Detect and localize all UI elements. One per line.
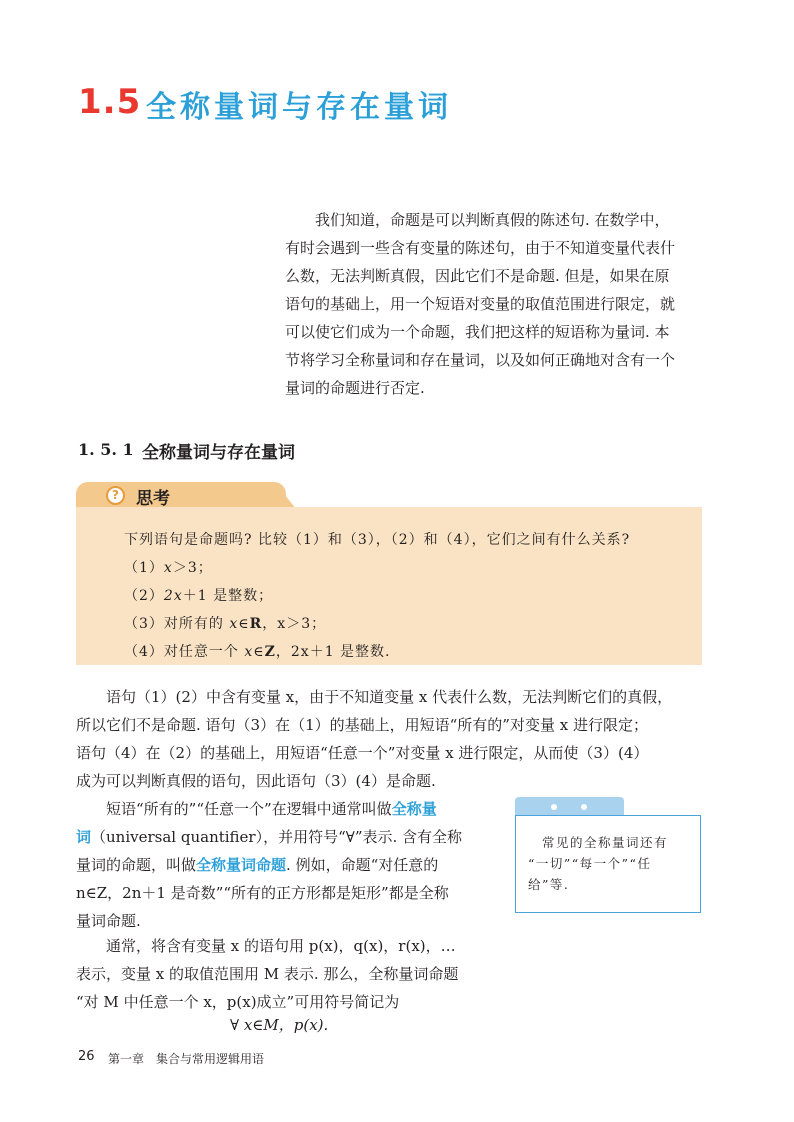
keyword-universal-quantifier: 全称量: [391, 800, 437, 818]
think-item-3: （3）对所有的 x∈R，x＞3；: [124, 616, 327, 632]
paragraph-notation: [76, 932, 501, 1016]
note-dot: [551, 804, 557, 810]
question-icon: ?: [106, 486, 125, 505]
section-title: 全称量词与存在量词: [146, 90, 452, 125]
intro-line: 节将学习全称量词和存在量词，以及如何正确地对含有一个: [285, 351, 676, 369]
text-line: 通常，将含有变量 x 的语句用 p(x)，q(x)，r(x)，…: [76, 937, 456, 955]
text-line: 量词的命题，叫做全称量词命题. 例如，命题“对任意的: [76, 856, 439, 874]
text-line: 量词命题.: [76, 912, 141, 930]
note-text: [528, 832, 692, 895]
intro-line: 语句的基础上，用一个短语对变量的取值范围进行限定，就: [285, 295, 676, 313]
intro-line: 量词的命题进行否定.: [285, 379, 425, 397]
think-title: 思考: [136, 489, 170, 509]
intro-line: 我们知道，命题是可以判断真假的陈述句. 在数学中，: [285, 211, 670, 229]
text-line: 短语“所有的”“任意一个”在逻辑中通常叫做全称量: [76, 800, 437, 818]
subsection-title: 全称量词与存在量词: [142, 443, 295, 463]
intro-line: 有时会遇到一些含有变量的陈述句，由于不知道变量代表什: [285, 239, 676, 257]
text-line: 所以它们不是命题. 语句（3）在（1）的基础上，用短语“所有的”对变量 x 进行限定；: [76, 716, 648, 734]
subsection-number: 1. 5. 1: [78, 440, 134, 459]
text-line: 成为可以判断真假的语句，因此语句（3）(4）是命题.: [76, 772, 436, 790]
note-line: 常见的全称量词还有: [528, 835, 669, 850]
text-line: 表示，变量 x 的取值范围用 M 表示. 那么，全称量词命题: [76, 965, 459, 983]
think-content: [124, 526, 630, 666]
think-question: 下列语句是命题吗? 比较（1）和（3），（2）和（4），它们之间有什么关系?: [124, 532, 631, 548]
note-line: 给”等.: [528, 877, 570, 892]
section-number: 1.5: [78, 82, 142, 122]
chapter-label: 第一章 集合与常用逻辑用语: [108, 1052, 265, 1066]
text-line: 语句（4）在（2）的基础上，用短语“任意一个”对变量 x 进行限定，从而使（3）(4）: [76, 744, 649, 762]
note-dot: [581, 804, 587, 810]
paragraph-definition: [76, 795, 501, 935]
intro-paragraph: [285, 206, 707, 402]
note-line: “一切”“每一个”“任: [528, 856, 652, 871]
text-line: 语句（1）(2）中含有变量 x，由于不知道变量 x 代表什么数，无法判断它们的真假，: [76, 688, 673, 706]
text-line: “对 M 中任意一个 x，p(x)成立”可用符号简记为: [76, 993, 400, 1011]
keyword-universal-proposition: 全称量词命题: [196, 856, 287, 874]
page-number: 26: [78, 1049, 95, 1064]
think-item-4: （4）对任意一个 x∈Z，2x＋1 是整数.: [124, 644, 391, 660]
think-item-2: （2）2x＋1 是整数；: [124, 588, 274, 604]
paragraph-explanation: [76, 683, 706, 795]
think-item-1: （1）x＞3；: [124, 560, 213, 576]
formula: ∀ x∈M，p(x).: [230, 1016, 329, 1034]
text-line: 词（universal quantifier），并用符号“∀”表示. 含有全称: [76, 828, 463, 846]
intro-line: 可以使它们成为一个命题，我们把这样的短语称为量词. 本: [285, 323, 670, 341]
intro-line: 么数，无法判断真假，因此它们不是命题. 但是，如果在原: [285, 267, 670, 285]
text-line: n∈Z，2n＋1 是奇数”“所有的正方形都是矩形”都是全称: [76, 884, 449, 902]
